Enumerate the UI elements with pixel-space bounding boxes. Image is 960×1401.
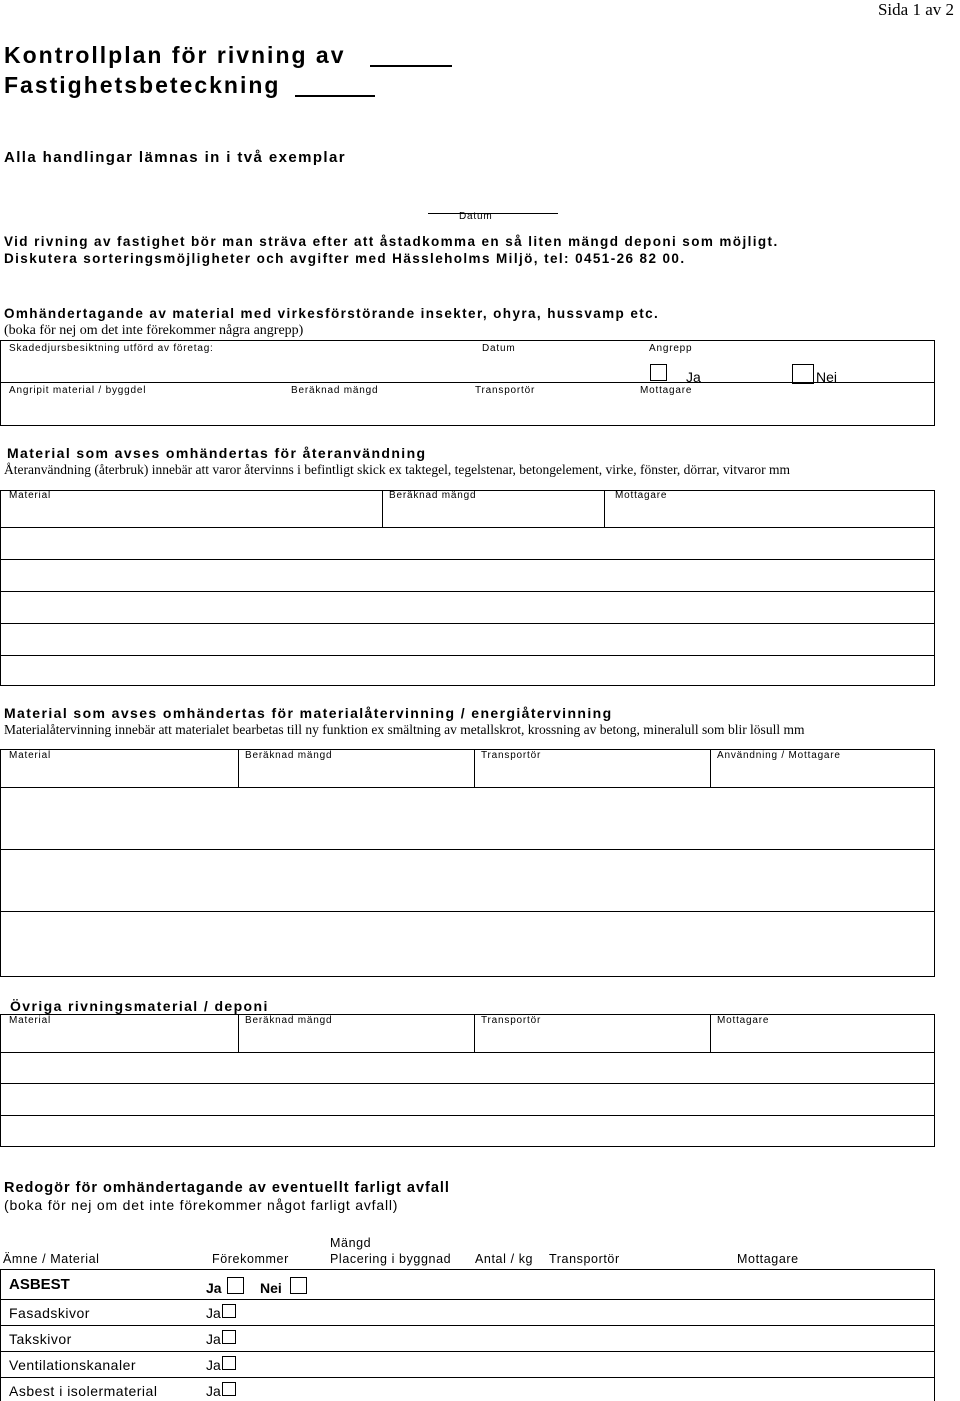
intro-line-2: Diskutera sorteringsmöjligheter och avgifter med Hässleholms Miljö, tel: 0451-26 82 00. bbox=[4, 251, 686, 266]
date-line[interactable] bbox=[428, 213, 558, 214]
hazard-row-ventilation-ducts: Ventilationskanaler bbox=[9, 1357, 137, 1373]
intro-line-1: Vid rivning av fastighet bör man sträva efter att åstadkomma en så liten mängd deponi som möjligt. bbox=[4, 234, 779, 249]
reuse-col-material: Material bbox=[9, 490, 51, 501]
landfill-heading: Övriga rivningsmaterial / deponi bbox=[10, 998, 269, 1014]
table-row bbox=[0, 1351, 935, 1352]
recycling-heading: Material som avses omhändertas för materialåtervinning / energiåtervinning bbox=[4, 705, 613, 721]
title-line-2: Fastighetsbeteckning bbox=[4, 72, 281, 98]
landfill-table bbox=[0, 1014, 935, 1147]
hazardous-col-amount: Antal / kg bbox=[475, 1252, 534, 1266]
landfill-col-amount: Beräknad mängd bbox=[245, 1015, 333, 1026]
landfill-col-material: Material bbox=[9, 1015, 51, 1026]
attack-yes-checkbox[interactable] bbox=[650, 364, 667, 381]
attack-no-label: Nei bbox=[816, 369, 838, 385]
insulation-yes-label: Ja bbox=[206, 1383, 221, 1399]
pest-col-amount: Beräknad mängd bbox=[291, 385, 379, 396]
pest-col-receiver: Mottagare bbox=[640, 385, 693, 396]
recycling-col-material: Material bbox=[9, 750, 51, 761]
recycling-header-sep-2 bbox=[474, 749, 475, 787]
asbest-yes-checkbox[interactable] bbox=[227, 1277, 244, 1294]
reuse-col-amount: Beräknad mängd bbox=[389, 490, 477, 501]
table-row[interactable] bbox=[0, 623, 935, 624]
landfill-header-sep-3 bbox=[710, 1014, 711, 1052]
table-row[interactable] bbox=[0, 591, 935, 592]
table-row[interactable] bbox=[0, 1052, 935, 1053]
landfill-header-sep-2 bbox=[474, 1014, 475, 1052]
table-row[interactable] bbox=[0, 1115, 935, 1116]
pest-col-transporter: Transportör bbox=[475, 385, 536, 396]
hazard-row-insulation-asbestos: Asbest i isolermaterial bbox=[9, 1383, 158, 1399]
recycling-table bbox=[0, 749, 935, 977]
pest-col-material: Angripit material / byggdel bbox=[9, 385, 147, 396]
table-row[interactable] bbox=[0, 1083, 935, 1084]
recycling-col-receiver: Användning / Mottagare bbox=[717, 750, 841, 761]
inspection-label: Skadedjursbesiktning utförd av företag: bbox=[9, 343, 214, 354]
landfill-col-receiver: Mottagare bbox=[717, 1015, 770, 1026]
asbest-no-checkbox[interactable] bbox=[290, 1277, 307, 1294]
attack-no-checkbox[interactable] bbox=[792, 364, 814, 384]
reuse-header-sep-2 bbox=[604, 490, 605, 527]
hazard-row-roof-boards: Takskivor bbox=[9, 1331, 72, 1347]
page-number: Sida 1 av 2 bbox=[877, 0, 954, 19]
table-row bbox=[0, 1325, 935, 1326]
hazardous-col-receiver: Mottagare bbox=[737, 1252, 799, 1266]
roof-yes-checkbox[interactable] bbox=[222, 1330, 236, 1344]
reuse-table bbox=[0, 490, 935, 686]
copies-note: Alla handlingar lämnas in i två exemplar bbox=[4, 149, 346, 166]
hazardous-col-placement: Placering i byggnad bbox=[330, 1252, 452, 1266]
pest-note: (boka för nej om det inte förekommer några angrepp) bbox=[4, 323, 304, 338]
pest-date-label: Datum bbox=[482, 343, 516, 354]
property-id-underline[interactable] bbox=[295, 95, 375, 97]
ventilation-yes-checkbox[interactable] bbox=[222, 1356, 236, 1370]
table-row bbox=[0, 1299, 935, 1300]
facade-yes-checkbox[interactable] bbox=[222, 1304, 236, 1318]
table-row[interactable] bbox=[0, 527, 935, 528]
table-row[interactable] bbox=[0, 911, 935, 912]
hazard-row-asbest: ASBEST bbox=[9, 1276, 70, 1293]
pest-row-divider bbox=[0, 382, 935, 383]
attack-label: Angrepp bbox=[649, 343, 693, 354]
date-label: Datum bbox=[459, 211, 493, 222]
pest-heading: Omhändertagande av material med virkesförstörande insekter, ohyra, hussvamp etc. bbox=[4, 306, 660, 321]
landfill-header-sep-1 bbox=[238, 1014, 239, 1052]
landfill-col-transporter: Transportör bbox=[481, 1015, 542, 1026]
attack-yes-label: Ja bbox=[686, 369, 701, 385]
table-row[interactable] bbox=[0, 559, 935, 560]
table-row bbox=[0, 1377, 935, 1378]
hazard-row-facade-boards: Fasadskivor bbox=[9, 1305, 90, 1321]
hazardous-col-occurs: Förekommer bbox=[212, 1252, 289, 1266]
table-row[interactable] bbox=[0, 655, 935, 656]
reuse-col-receiver: Mottagare bbox=[615, 490, 668, 501]
reuse-description: Återanvändning (återbruk) innebär att varor återvinns i befintligt skick ex taktegel, tegelstenar, betongelement, virke, fönster, dörrar, vitvaror mm bbox=[4, 462, 790, 477]
recycling-col-transporter: Transportör bbox=[481, 750, 542, 761]
hazardous-col-quantity-top: Mängd bbox=[330, 1236, 372, 1250]
page-title bbox=[4, 42, 346, 69]
roof-yes-label: Ja bbox=[206, 1331, 221, 1347]
facade-yes-label: Ja bbox=[206, 1305, 221, 1321]
insulation-yes-checkbox[interactable] bbox=[222, 1382, 236, 1396]
property-underline[interactable] bbox=[370, 65, 452, 67]
hazardous-col-transporter: Transportör bbox=[549, 1252, 620, 1266]
recycling-col-amount: Beräknad mängd bbox=[245, 750, 333, 761]
recycling-header-sep-1 bbox=[238, 749, 239, 787]
ventilation-yes-label: Ja bbox=[206, 1357, 221, 1373]
hazardous-table bbox=[0, 1269, 935, 1401]
recycling-description: Materialåtervinning innebär att materialet bearbetas till ny funktion ex smältning av metallskrot, krossning av betong, mineralull som blir lösull mm bbox=[4, 722, 805, 737]
title-line-1: Kontrollplan för rivning av bbox=[4, 42, 346, 68]
table-row[interactable] bbox=[0, 787, 935, 788]
hazardous-note: (boka för nej om det inte förekommer något farligt avfall) bbox=[4, 1197, 399, 1213]
hazardous-col-substance: Ämne / Material bbox=[3, 1252, 100, 1266]
hazardous-heading: Redogör för omhändertagande av eventuellt farligt avfall bbox=[4, 1180, 450, 1196]
table-row[interactable] bbox=[0, 849, 935, 850]
asbest-yes-label: Ja bbox=[206, 1280, 222, 1296]
recycling-header-sep-3 bbox=[710, 749, 711, 787]
asbest-no-label: Nei bbox=[260, 1280, 282, 1296]
reuse-heading: Material som avses omhändertas för återanvändning bbox=[7, 445, 427, 461]
reuse-header-sep-1 bbox=[382, 490, 383, 527]
